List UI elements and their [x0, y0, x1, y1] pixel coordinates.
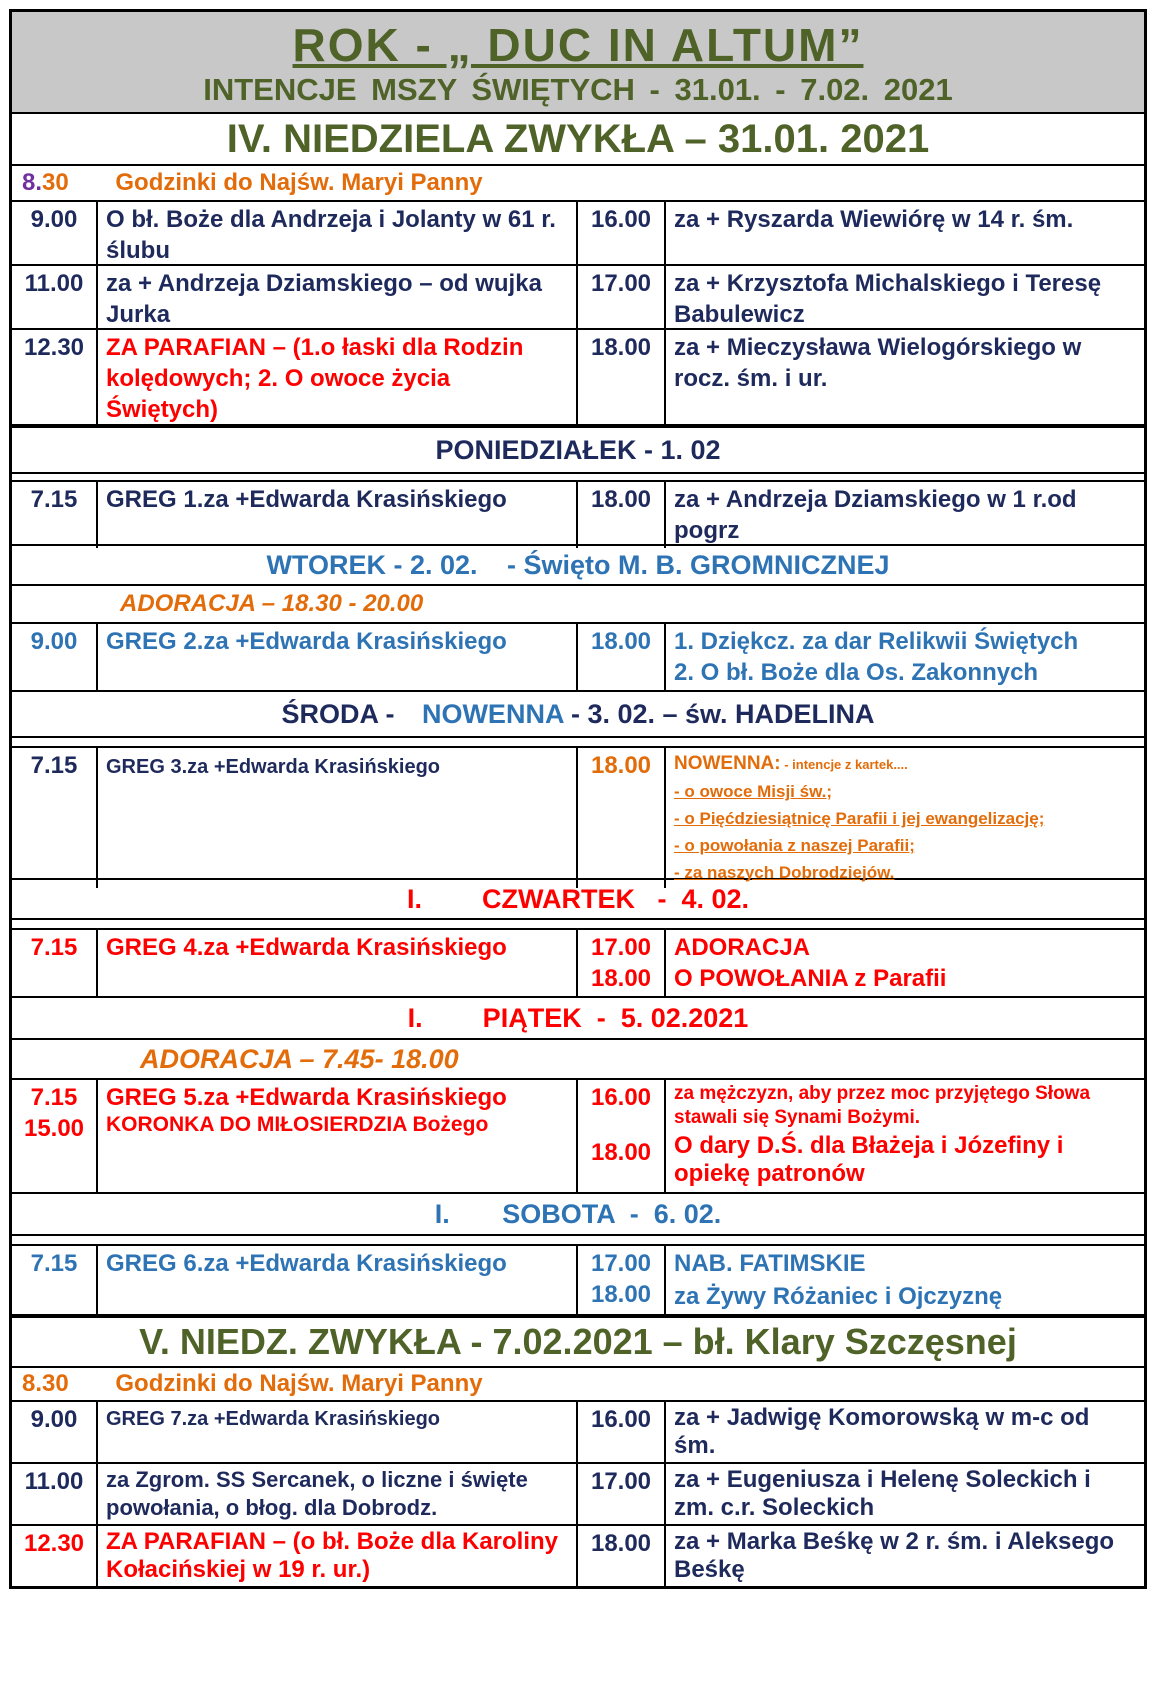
tuesday-heading-day: WTOREK - 2. 02. — [266, 550, 478, 580]
table-row — [12, 1246, 1144, 1316]
friday-adoracja: ADORACJA – 7.45- 18.00 — [12, 1040, 1144, 1080]
mass-intention: za + Krzysztofa Michalskiego i Teresę Babulewicz — [674, 270, 1102, 328]
mass-time: 7.15 — [12, 930, 98, 996]
mass-time: 16.00 — [578, 1402, 666, 1462]
mass-time: 11.00 — [12, 1464, 98, 1524]
sunday1-heading: IV. NIEDZIELA ZWYKŁA – 31.01. 2021 — [12, 114, 1144, 166]
table-row — [12, 1402, 1144, 1464]
mass-time: 16.00 — [578, 202, 666, 268]
page-title: ROK - „ DUC IN ALTUM” — [292, 19, 864, 71]
mass-time: 17.00 — [578, 266, 666, 332]
sunday2-godzinki: 8.30 Godzinki do Najśw. Maryi Panny — [12, 1368, 1144, 1402]
mass-times: 17.00 18.00 — [578, 930, 666, 996]
page-subtitle: INTENCJE MSZY ŚWIĘTYCH - 31.01. - 7.02. 2021 — [203, 72, 953, 107]
table-row — [12, 202, 1144, 266]
mass-intentions: NAB. FATIMSKIE za Żywy Różaniec i Ojczyznę — [674, 1250, 1003, 1310]
table-row — [12, 930, 1144, 998]
mass-time: 7.15 — [12, 482, 98, 548]
mass-intention: GREG 6.za +Edwarda Krasińskiego — [98, 1246, 578, 1314]
table-row — [12, 1526, 1144, 1586]
table-row — [12, 330, 1144, 426]
sunday1-godzinki — [12, 166, 1144, 202]
mass-time: 18.00 — [578, 330, 666, 427]
mass-time: 7.15 — [12, 1246, 98, 1314]
mass-intention: 1. Dziękcz. za dar Relikwii Świętych 2. O bł. Boże dla Os. Zakonnych — [674, 628, 1079, 686]
mass-time: 18.00 — [578, 482, 666, 548]
mass-time: 11.00 — [12, 266, 98, 332]
sunday2-heading: V. NIEDZ. ZWYKŁA - 7.02.2021 – bł. Klary Szczęsnej — [12, 1316, 1144, 1368]
nowenna-intentions: NOWENNA: - intencje z kartek.... - o owoce Misji św.; - o Pięćdziesiątnicę Parafii i jej ewangelizację; - o powołania z naszej Parafii; - za naszych Dobrodziejów. — [674, 753, 1045, 882]
table-row — [12, 1080, 1144, 1194]
mass-times: 16.00 18.00 — [578, 1080, 666, 1192]
mass-intention: GREG 4.za +Edwarda Krasińskiego — [98, 930, 578, 996]
monday-heading: PONIEDZIAŁEK - 1. 02 — [12, 426, 1144, 474]
intentions-sheet — [9, 9, 1147, 1589]
mass-intention: ZA PARAFIAN – (o bł. Boże dla Karoliny Kołacińskiej w 19 r. ur.) — [98, 1526, 578, 1586]
mass-intentions: za mężczyzn, aby przez moc przyjętego Słowa stawali się Synami Bożymi. O dary D.Ś. dla Błażeja i Józefiny i opiekę patronów — [674, 1083, 1091, 1187]
mass-time: 17.00 — [578, 1464, 666, 1524]
mass-time: 9.00 — [12, 202, 98, 268]
table-row — [12, 748, 1144, 880]
thursday-heading: I. CZWARTEK - 4. 02. — [12, 880, 1144, 920]
godzinki-time-b: 30 — [42, 169, 69, 196]
mass-intention: za + Marka Beśkę w 2 r. śm. i Aleksego Beśkę — [674, 1528, 1115, 1583]
mass-intention: za + Eugeniusza i Helenę Soleckich i zm. c.r. Soleckich — [674, 1466, 1091, 1521]
saturday-heading: I. SOBOTA - 6. 02. — [12, 1194, 1144, 1236]
mass-time: 9.00 — [12, 624, 98, 690]
mass-time: 12.30 — [12, 1526, 98, 1586]
mass-time: 7.15 — [12, 748, 98, 888]
tuesday-heading — [12, 546, 1144, 586]
godzinki-text: Godzinki do Najśw. Maryi Panny — [115, 169, 483, 196]
mass-intention: za + Andrzeja Dziamskiego – od wujka Jurka — [98, 266, 578, 332]
mass-intention: GREG 7.za +Edwarda Krasińskiego — [98, 1402, 578, 1462]
wednesday-heading: ŚRODA - NOWENNA - 3. 02. – św. HADELINA — [12, 692, 1144, 738]
mass-intention: za + Mieczysława Wielogórskiego w rocz. śm. i ur. — [674, 334, 1082, 392]
mass-intention: GREG 3.za +Edwarda Krasińskiego — [98, 748, 578, 888]
mass-intentions: ADORACJA O POWOŁANIA z Parafii — [674, 934, 947, 992]
mass-intention: za Zgrom. SS Sercanek, o liczne i święte powołania, o błog. dla Dobrodz. — [98, 1464, 578, 1524]
table-row — [12, 266, 1144, 330]
friday-heading: I. PIĄTEK - 5. 02.2021 — [12, 998, 1144, 1040]
mass-time: 18.00 — [578, 748, 666, 888]
mass-intention: za + Jadwigę Komorowską w m-c od śm. — [674, 1404, 1090, 1459]
tuesday-adoracja: ADORACJA – 18.30 - 20.00 — [12, 586, 1144, 624]
page-header — [12, 12, 1144, 114]
mass-times: 17.00 18.00 — [578, 1246, 666, 1314]
godzinki-time-a: 8. — [22, 169, 43, 196]
mass-intention: za + Ryszarda Wiewiórę w 14 r. śm. — [674, 206, 1074, 233]
mass-intention: za + Andrzeja Dziamskiego w 1 r.od pogrz — [674, 486, 1077, 544]
mass-time: 9.00 — [12, 1402, 98, 1462]
table-row — [12, 482, 1144, 546]
mass-times: 7.15 15.00 — [12, 1080, 98, 1192]
mass-time: 12.30 — [12, 330, 98, 427]
tuesday-heading-feast: - Święto M. B. GROMNICZNEJ — [507, 550, 890, 580]
table-row — [12, 624, 1144, 692]
mass-intentions: GREG 5.za +Edwarda Krasińskiego KORONKA DO MIŁOSIERDZIA Bożego — [98, 1080, 578, 1192]
mass-intention: GREG 1.za +Edwarda Krasińskiego — [98, 482, 578, 548]
mass-time: 18.00 — [578, 1526, 666, 1586]
mass-intention: GREG 2.za +Edwarda Krasińskiego — [98, 624, 578, 690]
mass-intention: O bł. Boże dla Andrzeja i Jolanty w 61 r. ślubu — [98, 202, 578, 268]
mass-time: 18.00 — [578, 624, 666, 690]
mass-intention: ZA PARAFIAN – (1.o łaski dla Rodzin kolędowych; 2. O owoce życia Świętych) — [98, 330, 578, 427]
table-row — [12, 1464, 1144, 1526]
